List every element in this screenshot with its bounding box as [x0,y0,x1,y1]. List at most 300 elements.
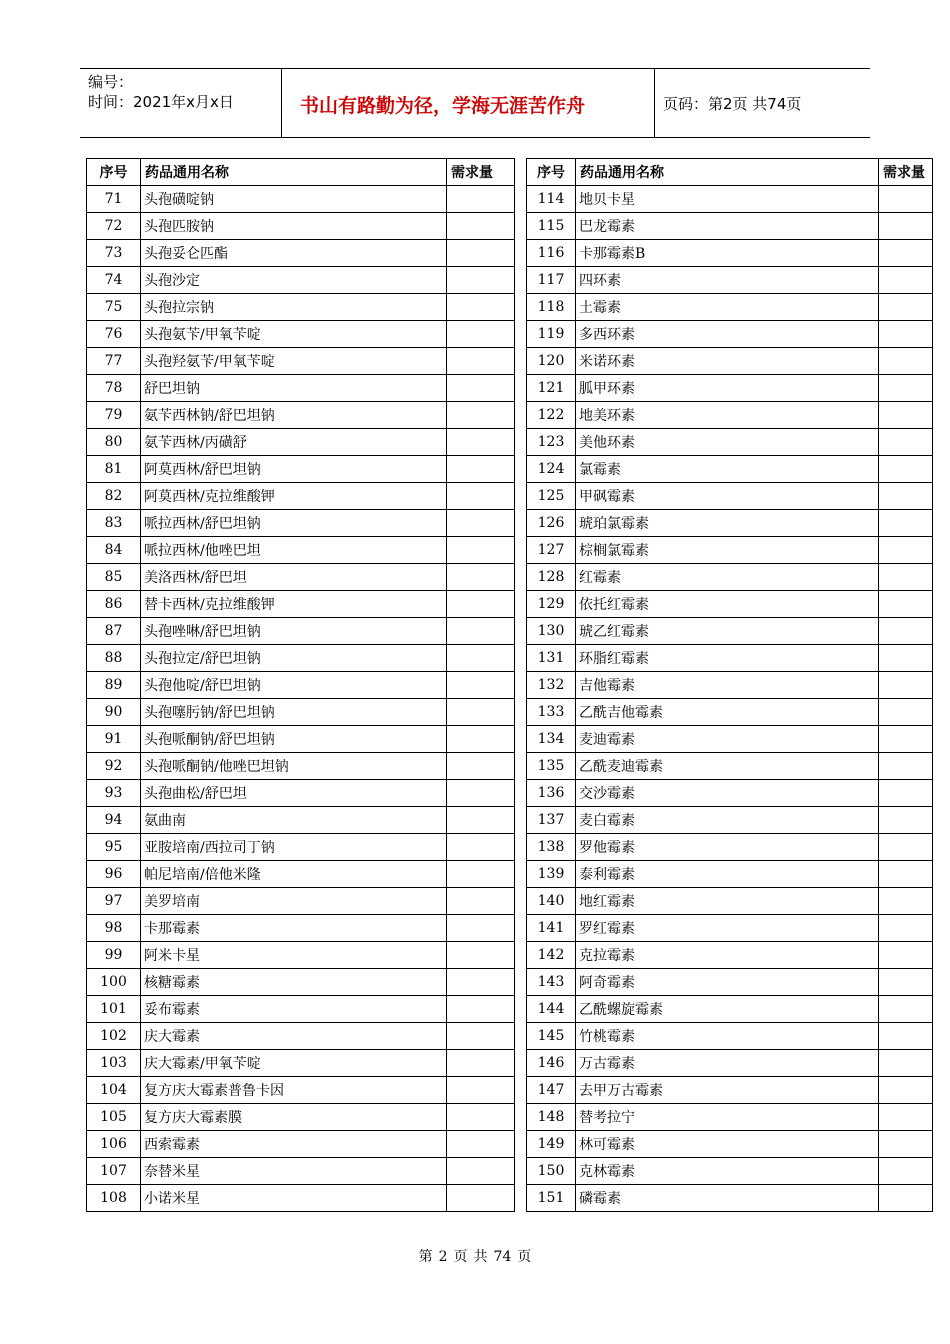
quantity-cell[interactable] [447,456,515,483]
drug-name: 替卡西林/克拉维酸钾 [141,591,447,618]
table-row [527,591,933,618]
quantity-cell[interactable] [879,915,933,942]
quantity-cell[interactable] [447,807,515,834]
footer-page-current: 2 [438,1249,448,1265]
quantity-cell[interactable] [447,1158,515,1185]
page-footer [0,1246,950,1266]
drug-name: 头孢氨苄/甲氧苄啶 [141,321,447,348]
row-number: 86 [87,591,141,618]
table-row [87,996,515,1023]
quantity-cell[interactable] [447,618,515,645]
drug-name: 麦迪霉素 [576,726,879,753]
drug-name: 乙酰螺旋霉素 [576,996,879,1023]
quantity-cell[interactable] [447,699,515,726]
col-header-qty: 需求量 [879,159,933,186]
drug-name: 头孢沙定 [141,267,447,294]
drug-name: 氨苄西林/丙磺舒 [141,429,447,456]
quantity-cell[interactable] [447,213,515,240]
table-row [527,429,933,456]
row-number: 76 [87,321,141,348]
quantity-cell[interactable] [879,1023,933,1050]
quantity-cell[interactable] [879,483,933,510]
quantity-cell[interactable] [447,834,515,861]
table-row [527,645,933,672]
quantity-cell[interactable] [879,294,933,321]
drug-name: 米诺环素 [576,348,879,375]
quantity-cell[interactable] [447,348,515,375]
drug-name: 胍甲环素 [576,375,879,402]
table-row [527,1185,933,1212]
quantity-cell[interactable] [879,510,933,537]
table-row [87,672,515,699]
quantity-cell[interactable] [879,699,933,726]
quantity-cell[interactable] [879,456,933,483]
row-number: 101 [87,996,141,1023]
row-number: 136 [527,780,576,807]
table-row [527,861,933,888]
quantity-cell[interactable] [879,186,933,213]
row-number: 144 [527,996,576,1023]
row-number: 115 [527,213,576,240]
row-number: 149 [527,1131,576,1158]
quantity-cell[interactable] [879,1158,933,1185]
table-row [527,996,933,1023]
quantity-cell[interactable] [879,861,933,888]
drug-name: 麦白霉素 [576,807,879,834]
header-meta [80,69,282,137]
table-row [527,456,933,483]
quantity-cell[interactable] [879,969,933,996]
quantity-cell[interactable] [447,483,515,510]
table-row [527,618,933,645]
row-number: 89 [87,672,141,699]
row-number: 120 [527,348,576,375]
quantity-cell[interactable] [447,591,515,618]
table-row [87,483,515,510]
table-header-row [87,159,515,186]
table-row [87,888,515,915]
drug-name: 巴龙霉素 [576,213,879,240]
quantity-cell[interactable] [879,591,933,618]
quantity-cell[interactable] [879,645,933,672]
row-number: 84 [87,537,141,564]
row-number: 142 [527,942,576,969]
row-number: 132 [527,672,576,699]
drug-name: 甲砜霉素 [576,483,879,510]
table-row [87,294,515,321]
drug-name: 氨曲南 [141,807,447,834]
table-row [87,618,515,645]
quantity-cell[interactable] [879,321,933,348]
table-row [87,942,515,969]
drug-name: 庆大霉素/甲氧苄啶 [141,1050,447,1077]
table-row [527,321,933,348]
quantity-cell[interactable] [447,375,515,402]
table-row [527,402,933,429]
drug-name: 庆大霉素 [141,1023,447,1050]
row-number: 88 [87,645,141,672]
drug-name: 卡那霉素 [141,915,447,942]
quantity-cell[interactable] [879,834,933,861]
footer-text: 共 [473,1249,488,1265]
drug-name: 克拉霉素 [576,942,879,969]
drug-name: 妥布霉素 [141,996,447,1023]
quantity-cell[interactable] [447,861,515,888]
table-row [87,915,515,942]
drug-name: 头孢拉宗钠 [141,294,447,321]
row-number: 95 [87,834,141,861]
quantity-cell[interactable] [447,915,515,942]
row-number: 125 [527,483,576,510]
drug-name: 罗红霉素 [576,915,879,942]
row-number: 106 [87,1131,141,1158]
drug-name: 竹桃霉素 [576,1023,879,1050]
table-row [527,1050,933,1077]
row-number: 146 [527,1050,576,1077]
drug-name: 罗他霉素 [576,834,879,861]
row-number: 143 [527,969,576,996]
drug-name: 红霉素 [576,564,879,591]
table-row [527,942,933,969]
table-row [527,807,933,834]
drug-name: 氨苄西林钠/舒巴坦钠 [141,402,447,429]
quantity-cell[interactable] [447,1131,515,1158]
col-header-no: 序号 [527,159,576,186]
table-row [87,429,515,456]
drug-name: 克林霉素 [576,1158,879,1185]
row-number: 140 [527,888,576,915]
table-row [87,1104,515,1131]
drug-name: 头孢妥仑匹酯 [141,240,447,267]
quantity-cell[interactable] [447,1104,515,1131]
quantity-cell[interactable] [879,429,933,456]
quantity-cell[interactable] [879,1077,933,1104]
drug-name: 头孢他啶/舒巴坦钠 [141,672,447,699]
drug-name: 哌拉西林/他唑巴坦 [141,537,447,564]
drug-name: 阿米卡星 [141,942,447,969]
quantity-cell[interactable] [447,240,515,267]
row-number: 133 [527,699,576,726]
table-row [87,375,515,402]
row-number: 137 [527,807,576,834]
table-row [527,213,933,240]
quantity-cell[interactable] [447,1185,515,1212]
header-page-cell [655,69,870,137]
quantity-cell[interactable] [447,564,515,591]
quantity-cell[interactable] [879,1131,933,1158]
table-row [527,915,933,942]
table-row [87,1158,515,1185]
table-row [87,213,515,240]
quantity-cell[interactable] [879,942,933,969]
table-row [87,591,515,618]
quantity-cell[interactable] [447,969,515,996]
footer-text: 第 [418,1249,433,1265]
col-header-no: 序号 [87,159,141,186]
drug-name: 西索霉素 [141,1131,447,1158]
table-row [87,780,515,807]
drug-name: 头孢唑啉/舒巴坦钠 [141,618,447,645]
row-number: 98 [87,915,141,942]
quantity-cell[interactable] [447,645,515,672]
row-number: 75 [87,294,141,321]
table-row [527,780,933,807]
table-row [87,969,515,996]
row-number: 119 [527,321,576,348]
table-row [527,483,933,510]
row-number: 107 [87,1158,141,1185]
table-row [87,510,515,537]
table-row [87,1050,515,1077]
table-row [87,1185,515,1212]
table-row [87,267,515,294]
quantity-cell[interactable] [447,888,515,915]
header-code-label: 编号： [88,73,134,91]
row-number: 116 [527,240,576,267]
quantity-cell[interactable] [879,618,933,645]
quantity-cell[interactable] [447,321,515,348]
quantity-cell[interactable] [879,807,933,834]
table-row [87,753,515,780]
table-row [527,699,933,726]
drug-table-right [526,158,933,1212]
drug-name: 头孢拉定/舒巴坦钠 [141,645,447,672]
quantity-cell[interactable] [447,1023,515,1050]
table-row [87,186,515,213]
drug-name: 头孢羟氨苄/甲氧苄啶 [141,348,447,375]
col-header-name: 药品通用名称 [576,159,879,186]
row-number: 151 [527,1185,576,1212]
footer-text: 页 [517,1249,532,1265]
table-row [87,699,515,726]
quantity-cell[interactable] [879,1185,933,1212]
table-row [87,1131,515,1158]
quantity-cell[interactable] [447,672,515,699]
quantity-cell[interactable] [447,402,515,429]
quantity-cell[interactable] [879,348,933,375]
drug-name: 复方庆大霉素膜 [141,1104,447,1131]
quantity-cell[interactable] [447,1077,515,1104]
header-motto: 书山有路勤为径，学海无涯苦作舟 [300,95,586,117]
row-number: 90 [87,699,141,726]
row-number: 117 [527,267,576,294]
table-row [527,969,933,996]
row-number: 114 [527,186,576,213]
drug-name: 棕榈氯霉素 [576,537,879,564]
drug-name: 亚胺培南/西拉司丁钠 [141,834,447,861]
table-row [87,1023,515,1050]
row-number: 74 [87,267,141,294]
table-row [527,753,933,780]
row-number: 134 [527,726,576,753]
row-number: 71 [87,186,141,213]
row-number: 147 [527,1077,576,1104]
table-row [87,861,515,888]
drug-name: 阿奇霉素 [576,969,879,996]
quantity-cell[interactable] [447,996,515,1023]
row-number: 118 [527,294,576,321]
table-row [527,1131,933,1158]
quantity-cell[interactable] [447,510,515,537]
table-body [527,186,933,1212]
table-row [87,726,515,753]
row-number: 130 [527,618,576,645]
row-number: 121 [527,375,576,402]
table-row [527,1158,933,1185]
quantity-cell[interactable] [447,726,515,753]
drug-name: 替考拉宁 [576,1104,879,1131]
drug-name: 卡那霉素B [576,240,879,267]
table-row [87,834,515,861]
row-number: 135 [527,753,576,780]
quantity-cell[interactable] [447,267,515,294]
quantity-cell[interactable] [879,1104,933,1131]
row-number: 126 [527,510,576,537]
row-number: 81 [87,456,141,483]
table-row [527,672,933,699]
header-page-number: 页码：第2页 共74页 [663,95,802,113]
row-number: 78 [87,375,141,402]
drug-name: 地贝卡星 [576,186,879,213]
table-row [527,834,933,861]
table-row [87,564,515,591]
quantity-cell[interactable] [447,1050,515,1077]
drug-name: 舒巴坦钠 [141,375,447,402]
row-number: 97 [87,888,141,915]
drug-name: 复方庆大霉素普鲁卡因 [141,1077,447,1104]
header-date: 时间：2021年x月x日 [88,93,234,111]
row-number: 91 [87,726,141,753]
row-number: 148 [527,1104,576,1131]
drug-name: 泰利霉素 [576,861,879,888]
quantity-cell[interactable] [879,375,933,402]
quantity-cell[interactable] [447,780,515,807]
quantity-cell[interactable] [879,267,933,294]
table-row [87,240,515,267]
table-row [527,375,933,402]
row-number: 87 [87,618,141,645]
header-motto-cell [282,69,655,137]
drug-name: 琥乙红霉素 [576,618,879,645]
row-number: 127 [527,537,576,564]
quantity-cell[interactable] [879,213,933,240]
row-number: 82 [87,483,141,510]
drug-name: 头孢噻肟钠/舒巴坦钠 [141,699,447,726]
drug-name: 磷霉素 [576,1185,879,1212]
drug-name: 万古霉素 [576,1050,879,1077]
row-number: 80 [87,429,141,456]
table-row [87,537,515,564]
drug-name: 头孢曲松/舒巴坦 [141,780,447,807]
quantity-cell[interactable] [879,402,933,429]
row-number: 129 [527,591,576,618]
row-number: 131 [527,645,576,672]
row-number: 108 [87,1185,141,1212]
table-row [527,186,933,213]
table-row [87,645,515,672]
drug-table-left [86,158,515,1212]
row-number: 145 [527,1023,576,1050]
quantity-cell[interactable] [447,753,515,780]
row-number: 105 [87,1104,141,1131]
row-number: 123 [527,429,576,456]
drug-name: 阿莫西林/舒巴坦钠 [141,456,447,483]
table-row [527,564,933,591]
quantity-cell[interactable] [447,294,515,321]
drug-name: 乙酰麦迪霉素 [576,753,879,780]
drug-name: 地红霉素 [576,888,879,915]
drug-name: 头孢哌酮钠/舒巴坦钠 [141,726,447,753]
table-row [527,726,933,753]
drug-name: 吉他霉素 [576,672,879,699]
quantity-cell[interactable] [447,186,515,213]
row-number: 141 [527,915,576,942]
quantity-cell[interactable] [879,240,933,267]
drug-name: 乙酰吉他霉素 [576,699,879,726]
quantity-cell[interactable] [879,1050,933,1077]
quantity-cell[interactable] [447,429,515,456]
row-number: 93 [87,780,141,807]
row-number: 150 [527,1158,576,1185]
drug-name: 四环素 [576,267,879,294]
row-number: 139 [527,861,576,888]
quantity-cell[interactable] [879,564,933,591]
row-number: 77 [87,348,141,375]
drug-name: 帕尼培南/倍他米隆 [141,861,447,888]
table-row [87,321,515,348]
row-number: 100 [87,969,141,996]
row-number: 73 [87,240,141,267]
row-number: 79 [87,402,141,429]
drug-name: 核糖霉素 [141,969,447,996]
drug-name: 哌拉西林/舒巴坦钠 [141,510,447,537]
quantity-cell[interactable] [879,996,933,1023]
drug-name: 阿莫西林/克拉维酸钾 [141,483,447,510]
quantity-cell[interactable] [879,537,933,564]
drug-name: 依托红霉素 [576,591,879,618]
drug-name: 土霉素 [576,294,879,321]
table-row [527,267,933,294]
drug-name: 交沙霉素 [576,780,879,807]
row-number: 104 [87,1077,141,1104]
quantity-cell[interactable] [447,537,515,564]
row-number: 103 [87,1050,141,1077]
row-number: 83 [87,510,141,537]
quantity-cell[interactable] [879,780,933,807]
quantity-cell[interactable] [879,888,933,915]
drug-name: 奈替米星 [141,1158,447,1185]
table-row [87,1077,515,1104]
footer-text: 页 [453,1249,468,1265]
footer-page-total: 74 [493,1249,512,1265]
quantity-cell[interactable] [447,942,515,969]
drug-name: 林可霉素 [576,1131,879,1158]
row-number: 99 [87,942,141,969]
drug-name: 小诺米星 [141,1185,447,1212]
col-header-name: 药品通用名称 [141,159,447,186]
row-number: 124 [527,456,576,483]
quantity-cell[interactable] [879,672,933,699]
table-row [87,348,515,375]
quantity-cell[interactable] [879,726,933,753]
drug-name: 美洛西林/舒巴坦 [141,564,447,591]
drug-name: 头孢磺啶钠 [141,186,447,213]
quantity-cell[interactable] [879,753,933,780]
table-row [527,1104,933,1131]
table-row [527,1077,933,1104]
table-row [527,240,933,267]
table-header-row [527,159,933,186]
